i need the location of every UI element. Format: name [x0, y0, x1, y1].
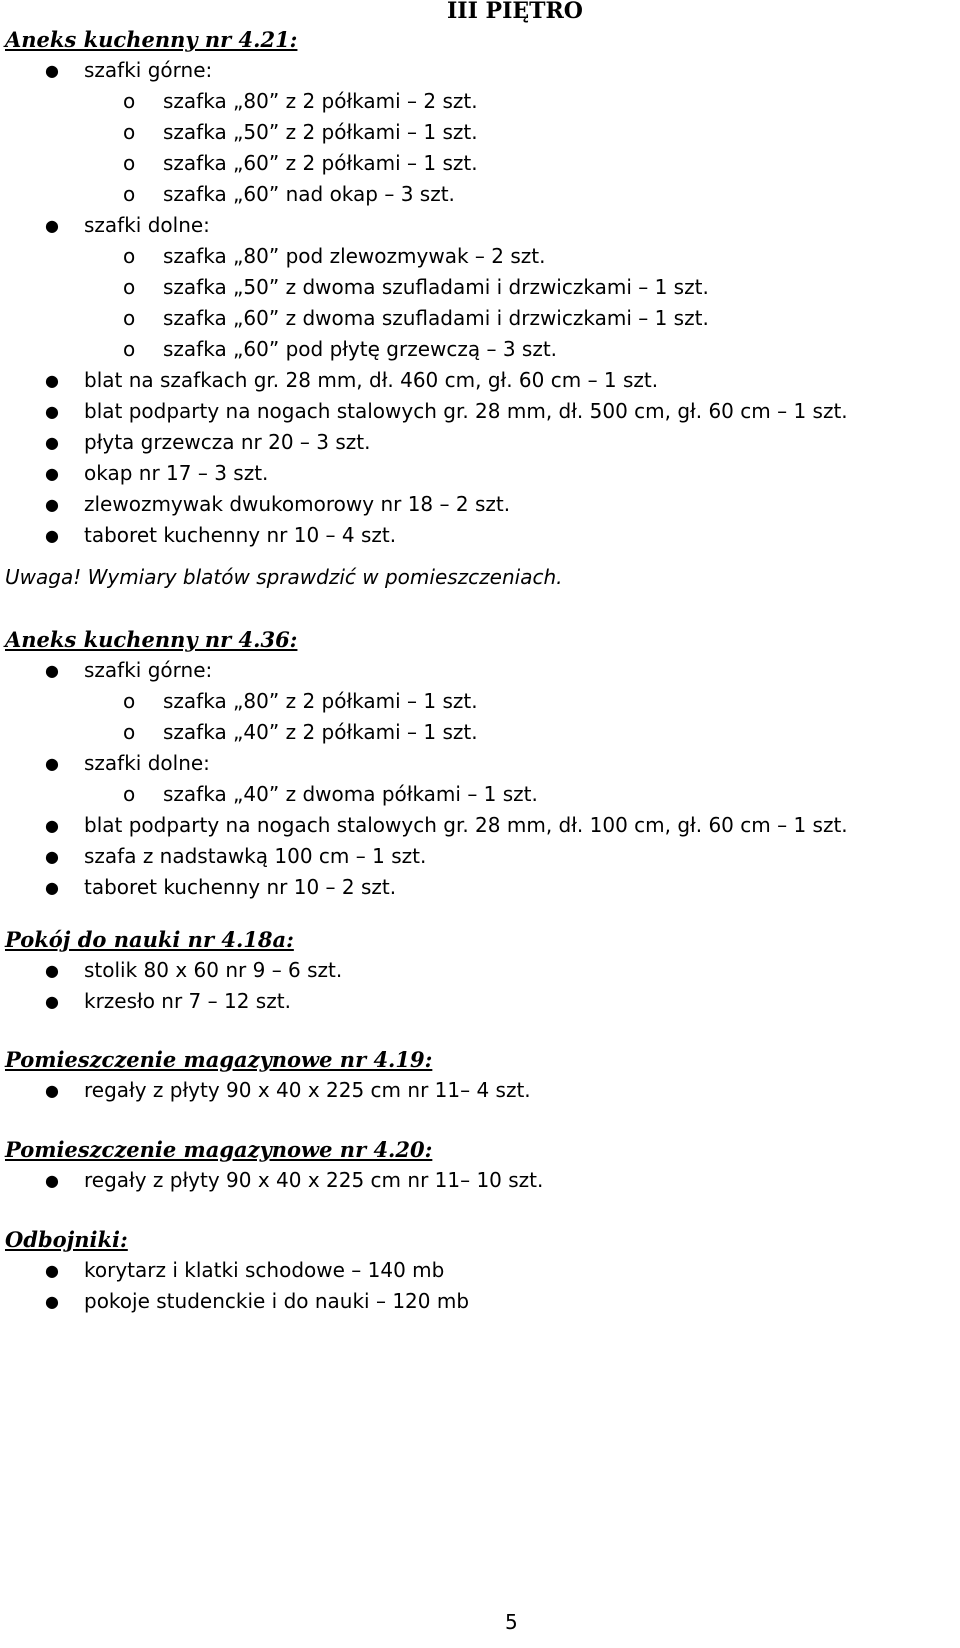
section-heading: Pomieszczenie magazynowe nr 4.20: [5, 1137, 433, 1162]
sub-list-item [5, 117, 955, 148]
list-item [5, 365, 955, 396]
bullet-icon: ● [45, 402, 59, 421]
list-item-text: zlewozmywak dwukomorowy nr 18 – 2 szt. [84, 492, 511, 516]
sub-list-item-text: szafka „50” z 2 półkami – 1 szt. [163, 120, 478, 144]
list-item [5, 955, 955, 986]
list-item-text: taboret kuchenny nr 10 – 4 szt. [84, 523, 397, 547]
section-storage-4-20 [5, 1134, 955, 1196]
sub-list-item-text: szafka „60” pod płytę grzewczą – 3 szt. [163, 337, 558, 361]
circle-bullet-icon: o [123, 182, 136, 206]
list-item-text: taboret kuchenny nr 10 – 2 szt. [84, 875, 397, 899]
list-item-text: regały z płyty 90 x 40 x 225 cm nr 11– 10 szt. [84, 1168, 544, 1192]
sub-list-item [5, 241, 955, 272]
list-item-text: okap nr 17 – 3 szt. [84, 461, 269, 485]
bullet-icon: ● [45, 61, 59, 80]
bullet-icon: ● [45, 754, 59, 773]
section-bumpers [5, 1224, 955, 1317]
bullet-icon: ● [45, 961, 59, 980]
bullet-icon: ● [45, 1261, 59, 1280]
section-study-room-4-18a [5, 924, 955, 1017]
circle-bullet-icon: o [123, 151, 136, 175]
list-item [5, 872, 955, 903]
circle-bullet-icon: o [123, 689, 136, 713]
circle-bullet-icon: o [123, 244, 136, 268]
sub-list-item-text: szafka „50” z dwoma szufladami i drzwiczkami – 1 szt. [163, 275, 709, 299]
list-item [5, 396, 955, 427]
bullet-icon: ● [45, 464, 59, 483]
list-item-text: szafa z nadstawką 100 cm – 1 szt. [84, 844, 427, 868]
page-number: 5 [505, 1610, 518, 1634]
list-item [5, 1075, 955, 1106]
bullet-icon: ● [45, 992, 59, 1011]
list-item-text: blat na szafkach gr. 28 mm, dł. 460 cm, gł. 60 cm – 1 szt. [84, 368, 659, 392]
sub-list-item [5, 779, 955, 810]
bullet-icon: ● [45, 661, 59, 680]
bullet-icon: ● [45, 847, 59, 866]
sub-list-item [5, 686, 955, 717]
section-heading: Aneks kuchenny nr 4.21: [5, 27, 298, 52]
sub-list-item-text: szafka „40” z dwoma półkami – 1 szt. [163, 782, 538, 806]
section-kitchen-4-36 [5, 624, 955, 903]
circle-bullet-icon: o [123, 720, 136, 744]
list-item [5, 1165, 955, 1196]
list-item-text: szafki górne: [84, 58, 213, 82]
list-item-text: płyta grzewcza nr 20 – 3 szt. [84, 430, 371, 454]
sub-list-item [5, 272, 955, 303]
circle-bullet-icon: o [123, 89, 136, 113]
sub-list-item [5, 717, 955, 748]
list-item-text: pokoje studenckie i do nauki – 120 mb [84, 1289, 470, 1313]
bullet-icon: ● [45, 495, 59, 514]
bullet-icon: ● [45, 816, 59, 835]
sub-list-item-text: szafka „80” pod zlewozmywak – 2 szt. [163, 244, 546, 268]
bullet-icon: ● [45, 1171, 59, 1190]
section-heading: Pomieszczenie magazynowe nr 4.19: [5, 1047, 433, 1072]
bullet-icon: ● [45, 216, 59, 235]
note-text: Uwaga! Wymiary blatów sprawdzić w pomieszczeniach. [5, 565, 563, 589]
list-item [5, 427, 955, 458]
sub-list-item [5, 86, 955, 117]
sub-list-item-text: szafka „80” z 2 półkami – 2 szt. [163, 89, 478, 113]
sub-list-item-text: szafka „60” z 2 półkami – 1 szt. [163, 151, 478, 175]
list-item [5, 1255, 955, 1286]
circle-bullet-icon: o [123, 306, 136, 330]
list-item [5, 520, 955, 551]
list-item [5, 1286, 955, 1317]
bullet-icon: ● [45, 878, 59, 897]
list-item [5, 748, 955, 779]
list-item-text: szafki dolne: [84, 751, 210, 775]
section-heading: Odbojniki: [5, 1227, 128, 1252]
list-item [5, 810, 955, 841]
list-item [5, 489, 955, 520]
sub-list-item [5, 148, 955, 179]
circle-bullet-icon: o [123, 337, 136, 361]
list-item [5, 55, 955, 86]
sub-list-item-text: szafka „40” z 2 półkami – 1 szt. [163, 720, 478, 744]
list-item-text: blat podparty na nogach stalowych gr. 28 mm, dł. 500 cm, gł. 60 cm – 1 szt. [84, 399, 848, 423]
floor-title: III PIĘTRO [447, 0, 583, 24]
sub-list-item [5, 179, 955, 210]
list-item-text: krzesło nr 7 – 12 szt. [84, 989, 291, 1013]
bullet-icon: ● [45, 1292, 59, 1311]
bullet-icon: ● [45, 371, 59, 390]
sub-list-item [5, 334, 955, 365]
section-heading: Pokój do nauki nr 4.18a: [5, 927, 294, 952]
list-item-text: szafki górne: [84, 658, 213, 682]
circle-bullet-icon: o [123, 782, 136, 806]
section-storage-4-19 [5, 1044, 955, 1106]
circle-bullet-icon: o [123, 275, 136, 299]
list-item-text: blat podparty na nogach stalowych gr. 28 mm, dł. 100 cm, gł. 60 cm – 1 szt. [84, 813, 848, 837]
list-item-text: stolik 80 x 60 nr 9 – 6 szt. [84, 958, 343, 982]
list-item [5, 458, 955, 489]
list-item [5, 841, 955, 872]
list-item-text: szafki dolne: [84, 213, 210, 237]
circle-bullet-icon: o [123, 120, 136, 144]
bullet-icon: ● [45, 1081, 59, 1100]
sub-list-item-text: szafka „60” z dwoma szufladami i drzwiczkami – 1 szt. [163, 306, 709, 330]
sub-list-item-text: szafka „80” z 2 półkami – 1 szt. [163, 689, 478, 713]
list-item [5, 986, 955, 1017]
section-heading: Aneks kuchenny nr 4.36: [5, 627, 298, 652]
sub-list-item-text: szafka „60” nad okap – 3 szt. [163, 182, 455, 206]
bullet-icon: ● [45, 526, 59, 545]
list-item [5, 655, 955, 686]
list-item [5, 210, 955, 241]
bullet-icon: ● [45, 433, 59, 452]
sub-list-item [5, 303, 955, 334]
section-kitchen-4-21 [5, 24, 955, 551]
list-item-text: regały z płyty 90 x 40 x 225 cm nr 11– 4 szt. [84, 1078, 531, 1102]
list-item-text: korytarz i klatki schodowe – 140 mb [84, 1258, 445, 1282]
